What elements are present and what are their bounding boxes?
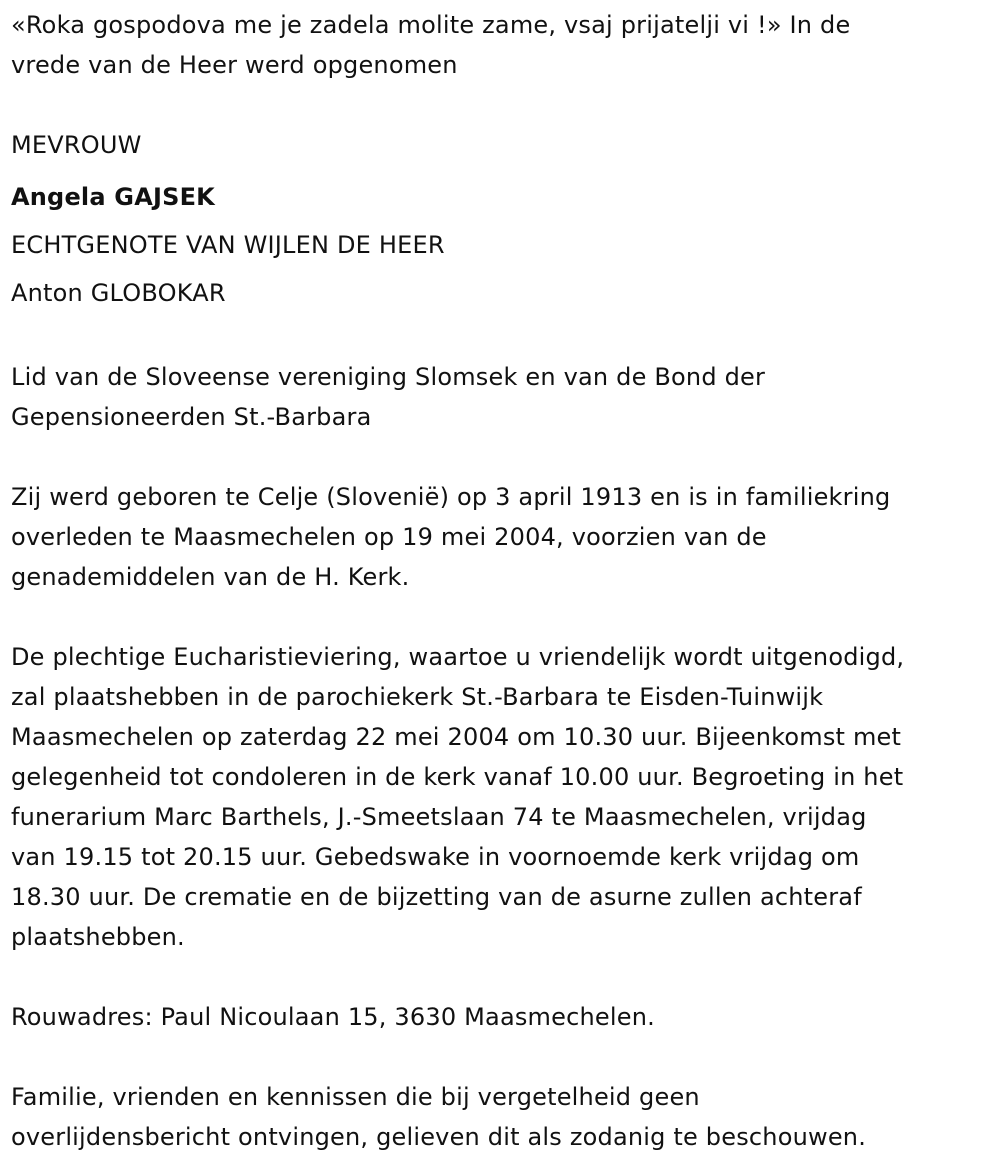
paragraph-gap: [11, 597, 988, 637]
ceremony-line: gelegenheid tot condoleren in de kerk vanaf 10.00 uur. Begroeting in het: [11, 763, 904, 791]
ceremony-line: Maasmechelen op zaterdag 22 mei 2004 om 10.30 uur. Bijeenkomst met: [11, 723, 902, 751]
paragraph-gap: [11, 957, 988, 997]
line-gap: [11, 165, 988, 173]
intro-paragraph: [11, 5, 988, 85]
membership-paragraph: [11, 357, 988, 437]
birth-death-line: Zij werd geboren te Celje (Slovenië) op 3 april 1913 en is in familiekring: [11, 483, 891, 511]
paragraph-gap: [11, 85, 988, 125]
paragraph-gap: [11, 317, 988, 357]
membership-line: Gepensioneerden St.-Barbara: [11, 403, 372, 431]
ceremony-line: van 19.15 tot 20.15 uur. Gebedswake in voornoemde kerk vrijdag om: [11, 843, 860, 871]
intro-line: vrede van de Heer werd opgenomen: [11, 51, 458, 79]
ceremony-paragraph: [11, 637, 988, 957]
honorific-title: MEVROUW: [11, 131, 142, 159]
ceremony-line: De plechtige Eucharistieviering, waartoe u vriendelijk wordt uitgenodigd,: [11, 643, 905, 671]
deceased-name: Angela GAJSEK: [11, 183, 215, 211]
relation-line: ECHTGENOTE VAN WIJLEN DE HEER: [11, 231, 445, 259]
ceremony-line: plaatshebben.: [11, 923, 185, 951]
birth-death-line: genademiddelen van de H. Kerk.: [11, 563, 410, 591]
intro-line: «Roka gospodova me je zadela molite zame, vsaj prijatelji vi !» In de: [11, 11, 851, 39]
closing-line: overlijdensbericht ontvingen, gelieven dit als zodanig te beschouwen.: [11, 1123, 867, 1151]
ceremony-line: 18.30 uur. De crematie en de bijzetting van de asurne zullen achteraf: [11, 883, 862, 911]
ceremony-line: funerarium Marc Barthels, J.-Smeetslaan 74 te Maasmechelen, vrijdag: [11, 803, 867, 831]
spouse-name: Anton GLOBOKAR: [11, 279, 226, 307]
closing-line: Familie, vrienden en kennissen die bij vergetelheid geen: [11, 1083, 700, 1111]
ceremony-line: zal plaatshebben in de parochiekerk St.-Barbara te Eisden-Tuinwijk: [11, 683, 824, 711]
paragraph-gap: [11, 1037, 988, 1077]
birth-death-paragraph: [11, 477, 988, 597]
closing-paragraph: [11, 1077, 988, 1157]
mourning-address: Rouwadres: Paul Nicoulaan 15, 3630 Maasmechelen.: [11, 1003, 655, 1031]
membership-line: Lid van de Sloveense vereniging Slomsek en van de Bond der: [11, 363, 766, 391]
paragraph-gap: [11, 437, 988, 477]
address-paragraph: [11, 997, 988, 1037]
birth-death-line: overleden te Maasmechelen op 19 mei 2004, voorzien van de: [11, 523, 767, 551]
deceased-heading: [11, 125, 988, 317]
